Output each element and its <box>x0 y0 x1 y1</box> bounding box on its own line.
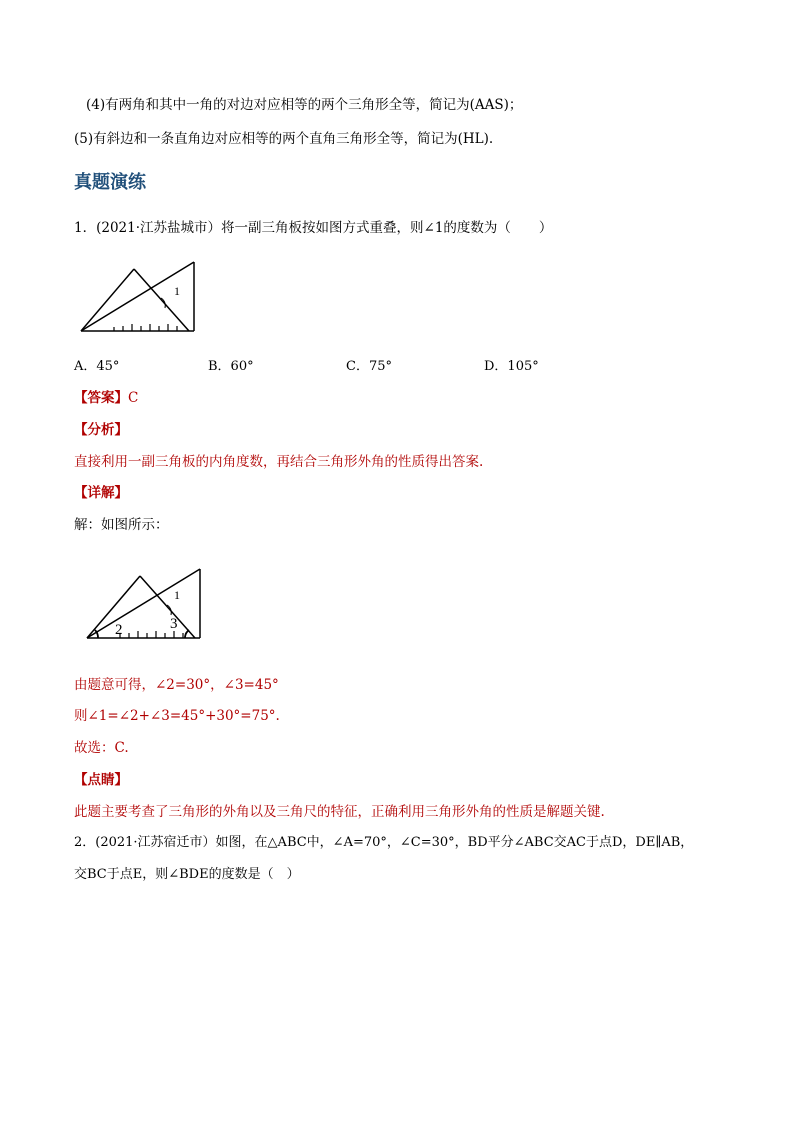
fig1-left-hyp <box>81 269 134 331</box>
analysis-text: 直接利用一副三角板的内角度数，再结合三角形外角的性质得出答案. <box>74 454 484 470</box>
fig2-inner-side <box>140 576 195 638</box>
q1-option-a[interactable]: A．45° <box>74 359 120 374</box>
theory-line-5: (5)有斜边和一条直角边对应相等的两个直角三角形全等，简记为(HL). <box>74 131 494 147</box>
step-1: 由题意可得，∠2=30°，∠3=45° <box>74 677 279 693</box>
theory-line-4: (4)有两角和其中一角的对边对应相等的两个三角形全等，简记为(AAS)； <box>86 97 523 113</box>
q1-detail-figure <box>84 566 214 646</box>
q1-figure <box>78 258 208 338</box>
step-2: 则∠1=∠2+∠3=45°+30°=75°. <box>74 708 280 724</box>
q2-line-1: 2．(2021·江苏宿迁市）如图，在△ABC中，∠A=70°，∠C=30°，BD平分∠ABC交AC于点D，DE∥AB， <box>74 835 694 850</box>
q2-line-2: 交BC于点E，则∠BDE的度数是（ ） <box>74 867 300 882</box>
q1-stem <box>74 219 552 237</box>
section-title: 真题演练 <box>74 172 146 193</box>
fig2-left-hyp <box>87 576 140 638</box>
q1-answer <box>74 389 138 407</box>
q1-option-b[interactable]: B．60° <box>208 359 254 374</box>
q1-stem-end: ） <box>538 220 553 236</box>
step-3: 故选：C. <box>74 740 129 756</box>
fig2-label-3: 3 <box>170 616 178 632</box>
fig2-label-2: 2 <box>115 622 123 638</box>
fig2-angle-arc-3 <box>185 630 189 638</box>
fig2-label-1: 1 <box>174 588 180 602</box>
answer-value: C <box>128 390 139 406</box>
comment-tag: 【点睛】 <box>74 772 128 788</box>
analysis-tag: 【分析】 <box>74 422 128 438</box>
q1-option-d[interactable]: D．105° <box>484 359 539 374</box>
answer-tag: 【答案】 <box>74 390 128 406</box>
detail-tag: 【详解】 <box>74 485 128 501</box>
detail-intro: 解：如图所示： <box>74 517 169 533</box>
fig1-inner-side <box>134 269 189 331</box>
q1-stem-start: 1．(2021·江苏盐城市）将一副三角板按如图方式重叠，则∠1的度数为（ <box>74 220 511 236</box>
q1-option-c[interactable]: C．75° <box>346 359 392 374</box>
comment-text: 此题主要考查了三角形的外角以及三角尺的特征，正确利用三角形外角的性质是解题关键. <box>74 804 605 820</box>
fig1-label-1: 1 <box>174 284 180 298</box>
